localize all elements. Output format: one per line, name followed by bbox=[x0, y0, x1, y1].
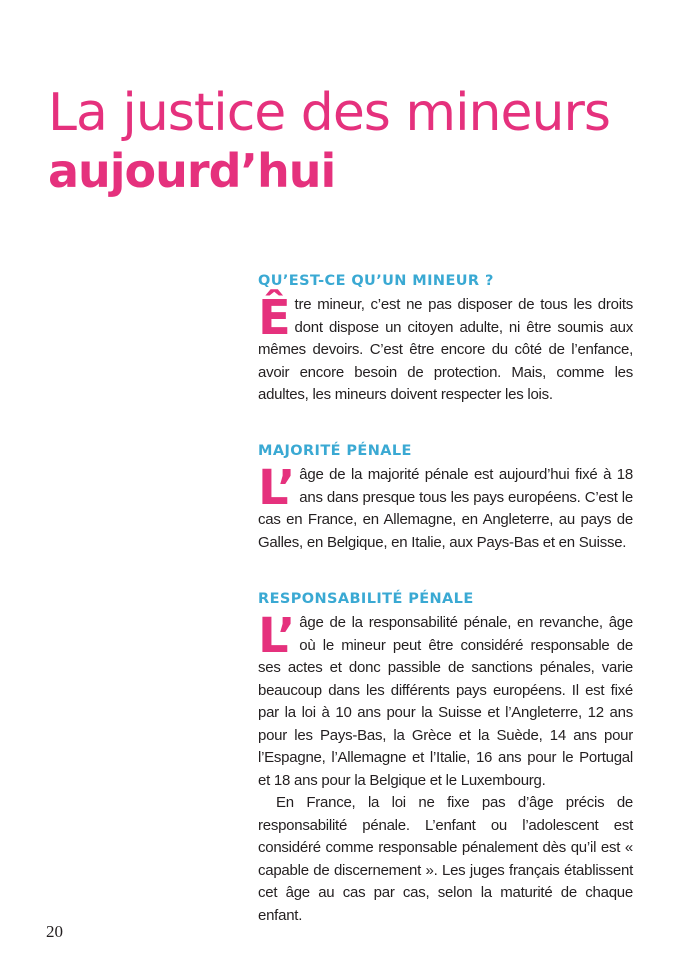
title-line-1: La justice des mineurs bbox=[48, 83, 610, 143]
section-majorite-penale bbox=[258, 442, 633, 554]
paragraph-responsabilite-penale: âge de la responsabilité pénale, en revanche, âge où le mineur peut être considéré responsable de ses actes et donc passible de sanctions pénales, varie beaucoup dans les différents pays européens. Il est fixé par la loi à 10 ans pour la Suisse et l’Angleterre, 12 ans pour les Pays-Bas, la Grèce et la Suède, 14 ans pour l’Espagne, l’Allemagne et l’Italie, 16 ans pour le Portugal et 18 ans pour la Belgique et le Luxembourg. bbox=[258, 614, 633, 789]
section-text-responsabilite-penale bbox=[258, 608, 633, 792]
paragraph-responsabilite-penale-france: En France, la loi ne fixe pas d’âge précis de responsabilité pénale. L’enfant ou l’adolescent est considéré comme responsable pénalement dès qu’il est « capable de discernement ». Les juges français établissent cet âge au cas par cas, selon la maturité de chaque enfant. bbox=[258, 794, 633, 924]
section-text-majorite-penale bbox=[258, 460, 633, 554]
section-heading-mineur: QU’EST-CE QU’UN MINEUR ? bbox=[258, 273, 494, 289]
section-mineur bbox=[258, 272, 633, 407]
section-heading-responsabilite-penale: RESPONSABILITÉ PÉNALE bbox=[258, 591, 474, 607]
page-number: 20 bbox=[46, 922, 63, 941]
dropcap-majorite-penale: L’ bbox=[258, 460, 296, 516]
paragraph-mineur: tre mineur, c’est ne pas disposer de tous les droits dont dispose un citoyen adulte, ni être soumis aux mêmes devoirs. C’est être encore du côté de l’enfance, avoir encore besoin de protection. Mais, comme les adultes, les mineurs doivent respecter les lois. bbox=[258, 296, 633, 403]
page-title bbox=[48, 84, 668, 200]
paragraph-majorite-penale: âge de la majorité pénale est aujourd’hui fixé à 18 ans dans presque tous les pays européens. C’est le cas en France, en Allemagne, en Angleterre, au pays de Galles, en Belgique, en Italie, aux Pays-Bas et en Suisse. bbox=[258, 466, 633, 551]
section-text-mineur bbox=[258, 290, 633, 407]
section-heading-majorite-penale: MAJORITÉ PÉNALE bbox=[258, 443, 412, 459]
dropcap-mineur: Ê bbox=[258, 290, 291, 346]
section-responsabilite-penale bbox=[258, 590, 633, 927]
dropcap-responsabilite-penale: L’ bbox=[258, 608, 296, 664]
title-line-2: aujourd’hui bbox=[48, 144, 336, 198]
